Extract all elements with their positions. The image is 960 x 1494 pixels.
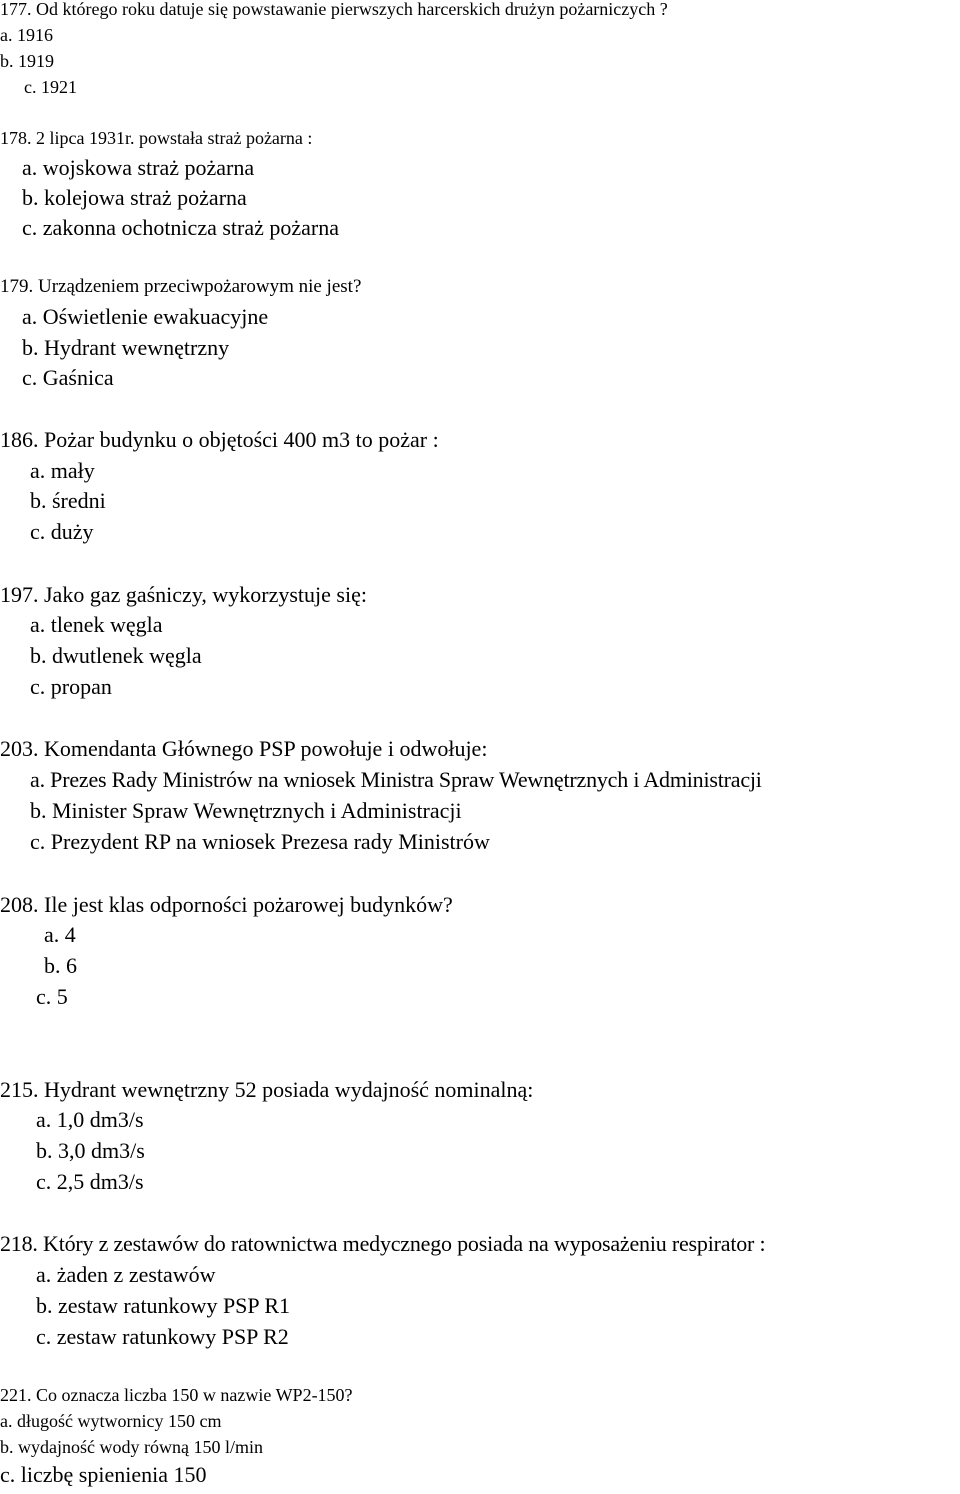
question-177-text: 177. Od którego roku datuje się powstawanie pierwszych harcerskich drużyn pożarniczych ?: [0, 0, 668, 19]
question-177-option-b: b. 1919: [0, 51, 54, 71]
question-203-option-a: a. Prezes Rady Ministrów na wniosek Ministra Spraw Wewnętrznych i Administracji: [30, 767, 762, 792]
question-218-text: 218. Który z zestawów do ratownictwa medycznego posiada na wyposażeniu respirator :: [0, 1231, 766, 1256]
question-179-option-a: a. Oświetlenie ewakuacyjne: [22, 304, 269, 329]
question-178-option-b: b. kolejowa straż pożarna: [22, 185, 247, 210]
question-186-option-b: b. średni: [30, 488, 106, 513]
question-179-option-c: c. Gaśnica: [22, 365, 114, 390]
question-178-option-c: c. zakonna ochotnicza straż pożarna: [22, 215, 339, 240]
question-178-text: 178. 2 lipca 1931r. powstała straż pożarna :: [0, 128, 313, 148]
question-221-text: 221. Co oznacza liczba 150 w nazwie WP2-150?: [0, 1385, 353, 1405]
question-177-option-a: a. 1916: [0, 25, 53, 45]
question-215-text: 215. Hydrant wewnętrzny 52 posiada wydajność nominalną:: [0, 1077, 534, 1102]
question-218-option-a: a. żaden z zestawów: [36, 1262, 216, 1287]
question-179-option-b: b. Hydrant wewnętrzny: [22, 335, 230, 360]
question-221-option-b: b. wydajność wody równą 150 l/min: [0, 1437, 263, 1457]
question-208-option-c: c. 5: [36, 984, 68, 1009]
question-197-option-c: c. propan: [30, 674, 112, 699]
question-221-option-c: c. liczbę spienienia 150: [0, 1462, 207, 1487]
question-203-option-c: c. Prezydent RP na wniosek Prezesa rady Ministrów: [30, 829, 490, 854]
question-203-option-b: b. Minister Spraw Wewnętrznych i Administracji: [30, 798, 462, 823]
question-186-text: 186. Pożar budynku o objętości 400 m3 to pożar :: [0, 427, 439, 452]
question-208-text: 208. Ile jest klas odporności pożarowej budynków?: [0, 892, 453, 917]
question-178-option-a: a. wojskowa straż pożarna: [22, 155, 255, 180]
question-208-option-b: b. 6: [44, 953, 77, 978]
question-186-option-c: c. duży: [30, 519, 94, 544]
question-203-text: 203. Komendanta Głównego PSP powołuje i odwołuje:: [0, 736, 488, 761]
question-197-text: 197. Jako gaz gaśniczy, wykorzystuje się:: [0, 582, 367, 607]
question-179-text: 179. Urządzeniem przeciwpożarowym nie jest?: [0, 276, 362, 297]
question-186-option-a: a. mały: [30, 458, 95, 483]
question-197-option-b: b. dwutlenek węgla: [30, 643, 202, 668]
question-218-option-c: c. zestaw ratunkowy PSP R2: [36, 1324, 289, 1349]
question-215-option-b: b. 3,0 dm3/s: [36, 1138, 145, 1163]
question-221-option-a: a. długość wytwornicy 150 cm: [0, 1411, 222, 1431]
question-197-option-a: a. tlenek węgla: [30, 612, 163, 637]
question-215-option-a: a. 1,0 dm3/s: [36, 1107, 144, 1132]
question-177-option-c: c. 1921: [24, 77, 77, 97]
question-208-option-a: a. 4: [44, 922, 76, 947]
question-215-option-c: c. 2,5 dm3/s: [36, 1169, 144, 1194]
question-218-option-b: b. zestaw ratunkowy PSP R1: [36, 1293, 291, 1318]
